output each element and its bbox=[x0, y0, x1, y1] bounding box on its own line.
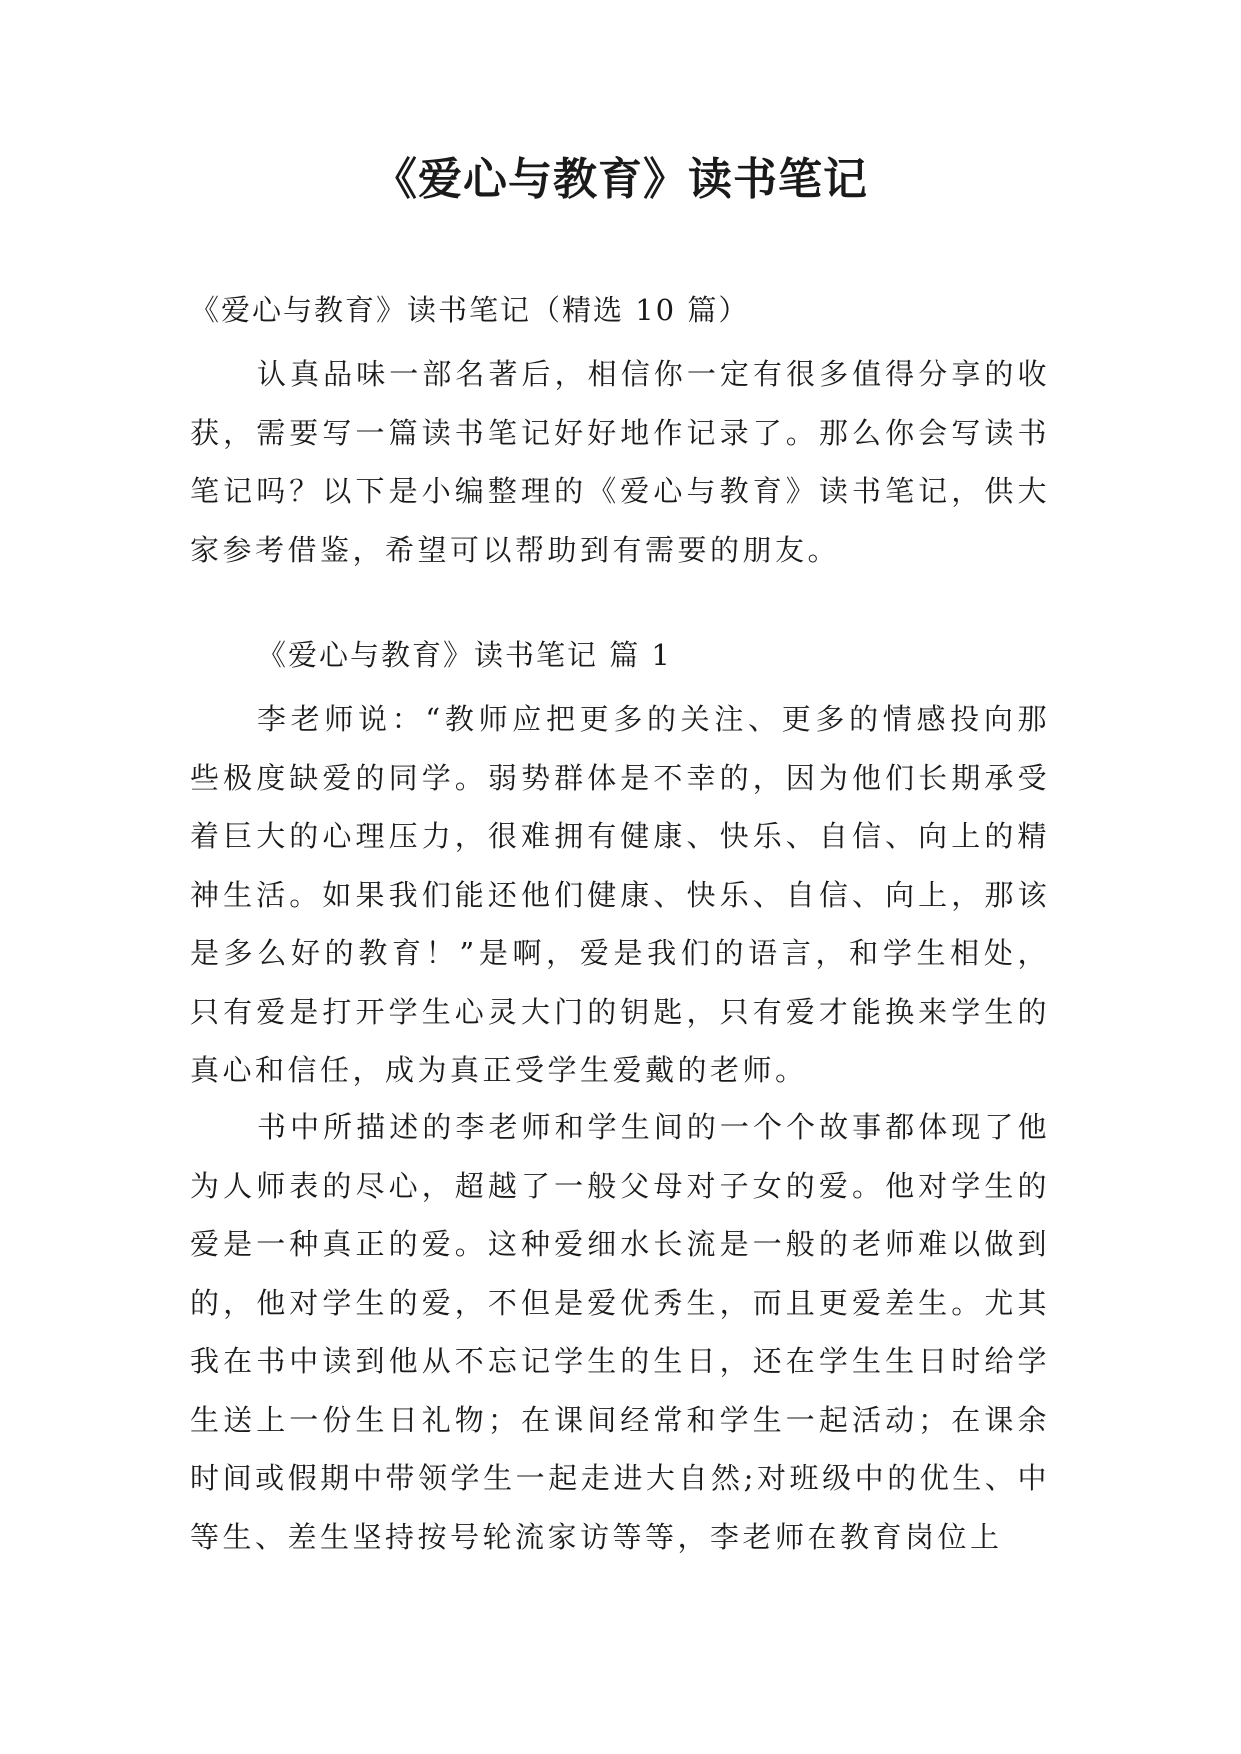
document-title: 《爱心与教育》读书笔记 bbox=[373, 154, 868, 205]
section-heading: 《爱心与教育》读书笔记 篇 1 bbox=[257, 638, 672, 672]
intro-paragraph: 认真品味一部名著后，相信你一定有很多值得分享的收获，需要写一篇读书笔记好好地作记录了。那么你会写读书笔记吗？以下是小编整理的《爱心与教育》读书笔记，供大家参考借鉴，希望可以帮助到有需要的朋友。 bbox=[190, 357, 1050, 567]
body-paragraph: 李老师说：“教师应把更多的关注、更多的情感投向那些极度缺爱的同学。弱势群体是不幸的，因为他们长期承受着巨大的心理压力，很难拥有健康、快乐、自信、向上的精神生活。如果我们能还他们健康、快乐、自信、向上，那该是多么好的教育！”是啊，爱是我们的语言，和学生相处，只有爱是打开学生心灵大门的钥匙，只有爱才能换来学生的真心和信任，成为真正受学生爱戴的老师。 bbox=[190, 702, 1050, 1087]
document-subtitle: 《爱心与教育》读书笔记（精选 10 篇） bbox=[190, 293, 750, 327]
body-paragraph: 书中所描述的李老师和学生间的一个个故事都体现了他为人师表的尽心，超越了一般父母对子女的爱。他对学生的爱是一种真正的爱。这种爱细水长流是一般的老师难以做到的，他对学生的爱，不但是爱优秀生，而且更爱差生。尤其我在书中读到他从不忘记学生的生日，还在学生生日时给学生送上一份生日礼物；在课间经常和学生一起活动；在课余时间或假期中带领学生一起走进大自然;对班级中的优生、中等生、差生坚持按号轮流家访等等，李老师在教育岗位上 bbox=[190, 1110, 1050, 1554]
